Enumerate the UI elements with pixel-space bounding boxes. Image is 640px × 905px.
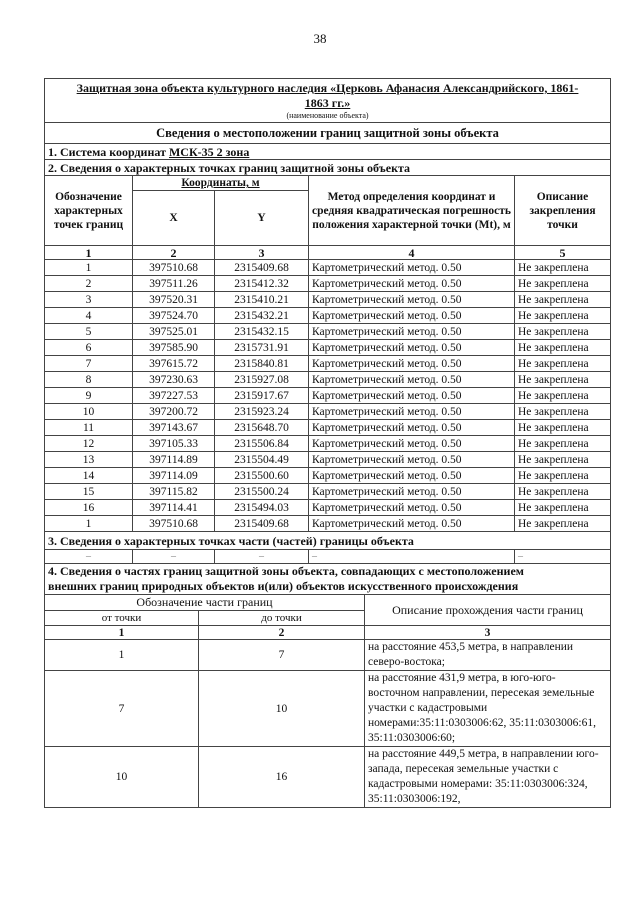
boundary-table xyxy=(44,78,611,595)
fixing: Не закреплена xyxy=(515,420,611,436)
fixing: Не закреплена xyxy=(515,516,611,532)
point-id: 7 xyxy=(45,356,133,372)
x-coord: 397585.90 xyxy=(133,340,215,356)
part-description: на расстояние 453,5 метра, в направлении северо-востока; xyxy=(365,640,611,671)
column-numbers-row xyxy=(45,246,611,260)
object-title-cell xyxy=(45,79,611,123)
x-coord: 397525.01 xyxy=(133,324,215,340)
from-point: 7 xyxy=(45,671,199,747)
col-header-coords-label: Координаты, м xyxy=(181,177,260,189)
table-row xyxy=(45,484,611,500)
part-description: на расстояние 449,5 метра, в направлении юго-запада, пересекая земельные участки с кадастровыми номерами: 35:11:0303006:324, 35:11:0303006:192, xyxy=(365,747,611,808)
x-coord: 397511.26 xyxy=(133,276,215,292)
fixing: Не закреплена xyxy=(515,308,611,324)
point-id: 4 xyxy=(45,308,133,324)
fixing: Не закреплена xyxy=(515,340,611,356)
col-number: 1 xyxy=(45,246,133,260)
table-row xyxy=(45,436,611,452)
table-row xyxy=(45,640,611,671)
to-point: 16 xyxy=(199,747,365,808)
col-header-y: Y xyxy=(215,191,309,246)
y-coord: 2315917.67 xyxy=(215,388,309,404)
table-row xyxy=(45,308,611,324)
fixing: Не закреплена xyxy=(515,324,611,340)
point-id: 13 xyxy=(45,452,133,468)
y-coord: 2315500.60 xyxy=(215,468,309,484)
y-coord: 2315409.68 xyxy=(215,516,309,532)
table-row xyxy=(45,372,611,388)
section-4-label-line2: внешних границ природных объектов и(или) объектов искусственного происхождения xyxy=(48,579,519,593)
method: Картометрический метод. 0.50 xyxy=(309,388,515,404)
object-title-line2: 1863 гг.» xyxy=(304,96,351,110)
table-row xyxy=(45,468,611,484)
y-coord: 2315409.68 xyxy=(215,260,309,276)
method: Картометрический метод. 0.50 xyxy=(309,308,515,324)
col-header-x: X xyxy=(133,191,215,246)
empty-cell: – xyxy=(45,550,133,564)
col-header-from: от точки xyxy=(45,611,199,626)
method: Картометрический метод. 0.50 xyxy=(309,276,515,292)
page-number: 38 xyxy=(313,31,327,46)
table-row xyxy=(45,388,611,404)
point-id: 10 xyxy=(45,404,133,420)
table-row xyxy=(45,671,611,747)
fixing: Не закреплена xyxy=(515,372,611,388)
y-coord: 2315731.91 xyxy=(215,340,309,356)
section-title: Сведения о местоположении границ защитной зоны объекта xyxy=(45,123,611,144)
point-id: 1 xyxy=(45,516,133,532)
table-row xyxy=(45,356,611,372)
point-id: 2 xyxy=(45,276,133,292)
col-header-part: Обозначение части границ xyxy=(45,595,365,611)
x-coord: 397227.53 xyxy=(133,388,215,404)
fixing: Не закреплена xyxy=(515,356,611,372)
document-body xyxy=(44,78,610,808)
method: Картометрический метод. 0.50 xyxy=(309,436,515,452)
y-coord: 2315504.49 xyxy=(215,452,309,468)
y-coord: 2315506.84 xyxy=(215,436,309,452)
y-coord: 2315410.21 xyxy=(215,292,309,308)
to-point: 10 xyxy=(199,671,365,747)
fixing: Не закреплена xyxy=(515,404,611,420)
table-row xyxy=(45,747,611,808)
table-row xyxy=(45,292,611,308)
fixing: Не закреплена xyxy=(515,388,611,404)
col-number: 4 xyxy=(309,246,515,260)
col-header-point: Обозначение характерных точек границ xyxy=(45,176,133,246)
fixing: Не закреплена xyxy=(515,260,611,276)
table-row xyxy=(45,276,611,292)
table-row xyxy=(45,404,611,420)
y-coord: 2315432.21 xyxy=(215,308,309,324)
method: Картометрический метод. 0.50 xyxy=(309,372,515,388)
x-coord: 397520.31 xyxy=(133,292,215,308)
point-id: 15 xyxy=(45,484,133,500)
from-point: 1 xyxy=(45,640,199,671)
point-id: 11 xyxy=(45,420,133,436)
table-row xyxy=(45,324,611,340)
from-point: 10 xyxy=(45,747,199,808)
point-id: 14 xyxy=(45,468,133,484)
section-2-label: 2. Сведения о характерных точках границ защитной зоны объекта xyxy=(45,160,611,176)
x-coord: 397115.82 xyxy=(133,484,215,500)
boundary-parts-table xyxy=(44,594,611,808)
points-body xyxy=(45,260,611,532)
coordinate-system-value: МСК-35 2 зона xyxy=(168,144,250,159)
fixing: Не закреплена xyxy=(515,436,611,452)
fixing: Не закреплена xyxy=(515,500,611,516)
method: Картометрический метод. 0.50 xyxy=(309,292,515,308)
object-title-note: (наименование объекта) xyxy=(286,111,369,120)
x-coord: 397510.68 xyxy=(133,516,215,532)
method: Картометрический метод. 0.50 xyxy=(309,324,515,340)
x-coord: 397114.41 xyxy=(133,500,215,516)
x-coord: 397615.72 xyxy=(133,356,215,372)
y-coord: 2315494.03 xyxy=(215,500,309,516)
x-coord: 397200.72 xyxy=(133,404,215,420)
y-coord: 2315500.24 xyxy=(215,484,309,500)
fixing: Не закреплена xyxy=(515,276,611,292)
point-id: 8 xyxy=(45,372,133,388)
point-id: 3 xyxy=(45,292,133,308)
col-number: 5 xyxy=(515,246,611,260)
fixing: Не закреплена xyxy=(515,452,611,468)
method: Картометрический метод. 0.50 xyxy=(309,404,515,420)
table-row xyxy=(45,260,611,276)
fixing: Не закреплена xyxy=(515,484,611,500)
y-coord: 2315412.32 xyxy=(215,276,309,292)
col-number: 2 xyxy=(199,626,365,640)
column-numbers-row xyxy=(45,626,611,640)
empty-cell: – xyxy=(215,550,309,564)
x-coord: 397143.67 xyxy=(133,420,215,436)
y-coord: 2315648.70 xyxy=(215,420,309,436)
y-coord: 2315923.24 xyxy=(215,404,309,420)
col-number: 3 xyxy=(365,626,611,640)
col-number: 1 xyxy=(45,626,199,640)
method: Картометрический метод. 0.50 xyxy=(309,468,515,484)
empty-cell: – xyxy=(309,550,515,564)
col-header-desc: Описание прохождения части границ xyxy=(365,595,611,626)
table-row xyxy=(45,452,611,468)
method: Картометрический метод. 0.50 xyxy=(309,452,515,468)
x-coord: 397105.33 xyxy=(133,436,215,452)
point-id: 9 xyxy=(45,388,133,404)
section-3-label: 3. Сведения о характерных точках части (частей) границы объекта xyxy=(45,532,611,550)
method: Картометрический метод. 0.50 xyxy=(309,356,515,372)
point-id: 16 xyxy=(45,500,133,516)
method: Картометрический метод. 0.50 xyxy=(309,340,515,356)
point-id: 1 xyxy=(45,260,133,276)
col-header-to: до точки xyxy=(199,611,365,626)
method: Картометрический метод. 0.50 xyxy=(309,420,515,436)
x-coord: 397230.63 xyxy=(133,372,215,388)
point-id: 12 xyxy=(45,436,133,452)
col-header-method: Метод определения координат и средняя квадратическая погрешность положения характерной точки (Mt), м xyxy=(309,176,515,246)
table-row xyxy=(45,500,611,516)
col-header-fixing: Описание закрепления точки xyxy=(515,176,611,246)
y-coord: 2315927.08 xyxy=(215,372,309,388)
point-id: 6 xyxy=(45,340,133,356)
x-coord: 397510.68 xyxy=(133,260,215,276)
fixing: Не закреплена xyxy=(515,468,611,484)
fixing: Не закреплена xyxy=(515,292,611,308)
method: Картометрический метод. 0.50 xyxy=(309,516,515,532)
table-row xyxy=(45,340,611,356)
y-coord: 2315840.81 xyxy=(215,356,309,372)
object-title-line1: Защитная зона объекта культурного наследия «Церковь Афанасия Александрийского, 1861- xyxy=(76,81,579,95)
section-1-label: 1. Система координат xyxy=(48,144,169,159)
y-coord: 2315432.15 xyxy=(215,324,309,340)
col-number: 2 xyxy=(133,246,215,260)
method: Картометрический метод. 0.50 xyxy=(309,484,515,500)
table-row xyxy=(45,420,611,436)
method: Картометрический метод. 0.50 xyxy=(309,500,515,516)
section-1-coordinate-system xyxy=(45,144,611,160)
section-4-label-line1: 4. Сведения о частях границ защитной зоны объекта, совпадающих с местоположением xyxy=(48,564,524,578)
to-point: 7 xyxy=(199,640,365,671)
method: Картометрический метод. 0.50 xyxy=(309,260,515,276)
col-number: 3 xyxy=(215,246,309,260)
x-coord: 397524.70 xyxy=(133,308,215,324)
point-id: 5 xyxy=(45,324,133,340)
table-row xyxy=(45,516,611,532)
empty-cell: – xyxy=(515,550,611,564)
col-header-coords xyxy=(133,176,309,191)
part-description: на расстояние 431,9 метра, в юго-юго-восточном направлении, пересекая земельные участки с кадастровыми номерами:35:11:0303006:62, 35:11:0303006:61, 35:11:0303006:60; xyxy=(365,671,611,747)
section-4-label xyxy=(45,564,611,595)
empty-cell: – xyxy=(133,550,215,564)
x-coord: 397114.89 xyxy=(133,452,215,468)
x-coord: 397114.09 xyxy=(133,468,215,484)
section-3-empty-row xyxy=(45,550,611,564)
